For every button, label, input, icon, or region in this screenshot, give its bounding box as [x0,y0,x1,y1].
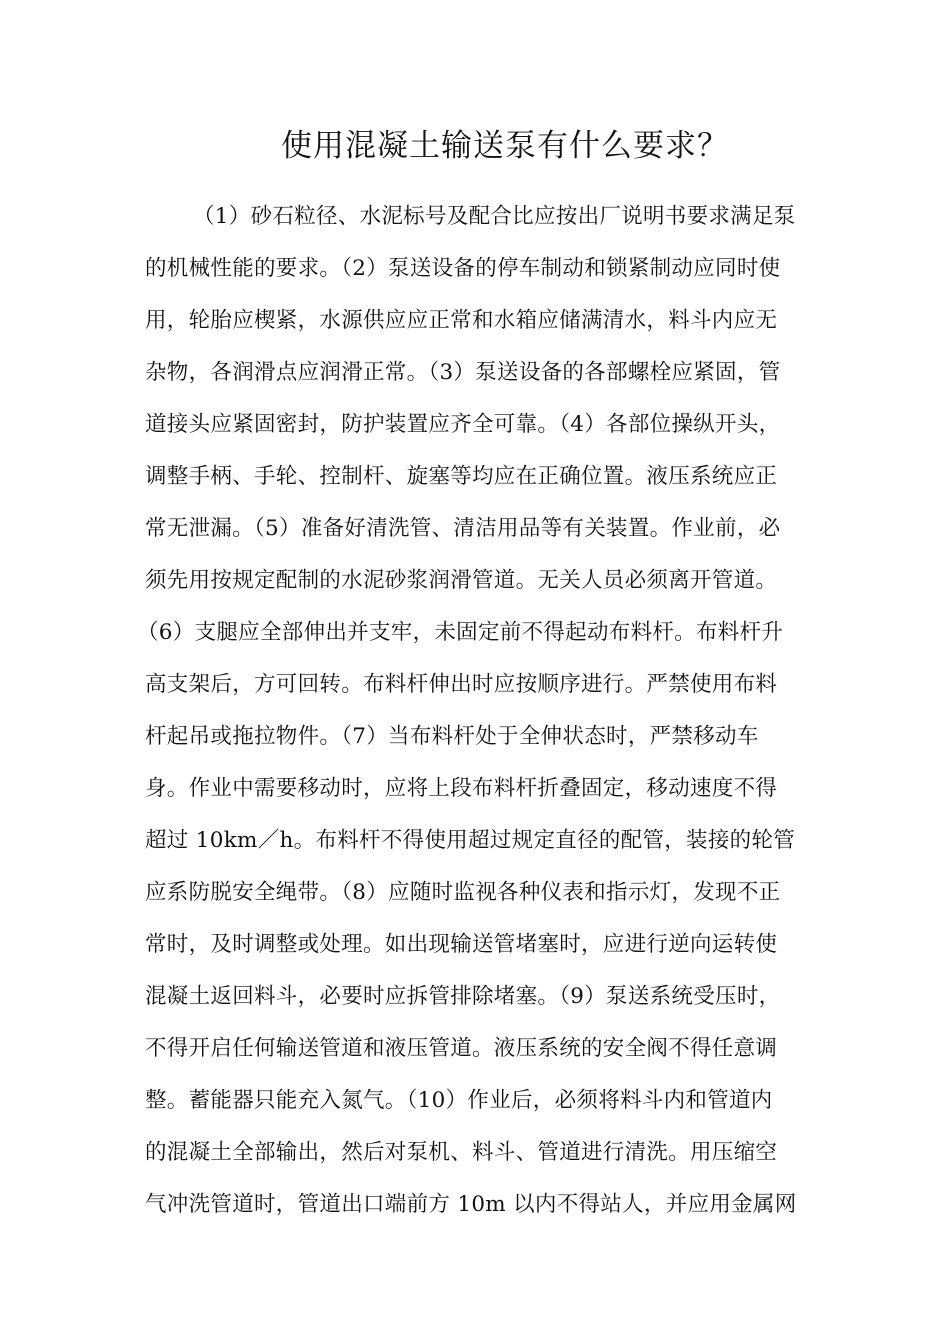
body-line: 用，轮胎应楔紧，水源供应应正常和水箱应储满清水，料斗内应无 [145,308,778,333]
body-line: 气冲洗管道时，管道出口端前方 10m 以内不得站人，并应用金属网 [145,1192,797,1217]
body-line: 的机械性能的要求。（2）泵送设备的停车制动和锁紧制动应同时使 [145,256,781,281]
body-line: 道接头应紧固密封，防护装置应齐全可靠。（4）各部位操纵开头， [145,412,781,437]
body-line: 调整手柄、手轮、控制杆、旋塞等均应在正确位置。液压系统应正 [145,464,778,489]
body-line: 的混凝土全部输出，然后对泵机、料斗、管道进行清洗。用压缩空 [145,1140,778,1165]
body-line: 混凝土返回料斗，必要时应拆管排除堵塞。（9）泵送系统受压时， [145,984,781,1009]
body-line: 身。作业中需要移动时，应将上段布料杆折叠固定，移动速度不得 [145,776,778,801]
document-title: 使用混凝土输送泵有什么要求？ [281,128,729,164]
body-line: （1）砂石粒径、水泥标号及配合比应按出厂说明书要求满足泵 [193,204,796,229]
body-line: 常时，及时调整或处理。如出现输送管堵塞时，应进行逆向运转使 [145,932,778,957]
body-line: 杂物，各润滑点应润滑正常。（3）泵送设备的各部螺栓应紧固，管 [145,360,781,385]
body-line: 高支架后，方可回转。布料杆伸出时应按顺序进行。严禁使用布料 [145,672,778,697]
body-line: 整。蓄能器只能充入氮气。（10）作业后，必须将料斗内和管道内 [145,1088,773,1113]
body-line: 须先用按规定配制的水泥砂浆润滑管道。无关人员必须离开管道。 [145,568,778,593]
body-line: 应系防脱安全绳带。（8）应随时监视各种仪表和指示灯，发现不正 [145,880,781,905]
body-line: 常无泄漏。（5）准备好清洗管、清洁用品等有关装置。作业前，必 [145,516,781,541]
body-line: 不得开启任何输送管道和液压管道。液压系统的安全阀不得任意调 [145,1036,778,1061]
body-line: 杆起吊或拖拉物件。（7）当布料杆处于全伸状态时，严禁移动车 [145,724,759,749]
body-line: 超过 10km／h。布料杆不得使用超过规定直径的配管，装接的轮管 [145,828,796,853]
body-line: （6）支腿应全部伸出并支牢，未固定前不得起动布料杆。布料杆升 [137,620,784,645]
